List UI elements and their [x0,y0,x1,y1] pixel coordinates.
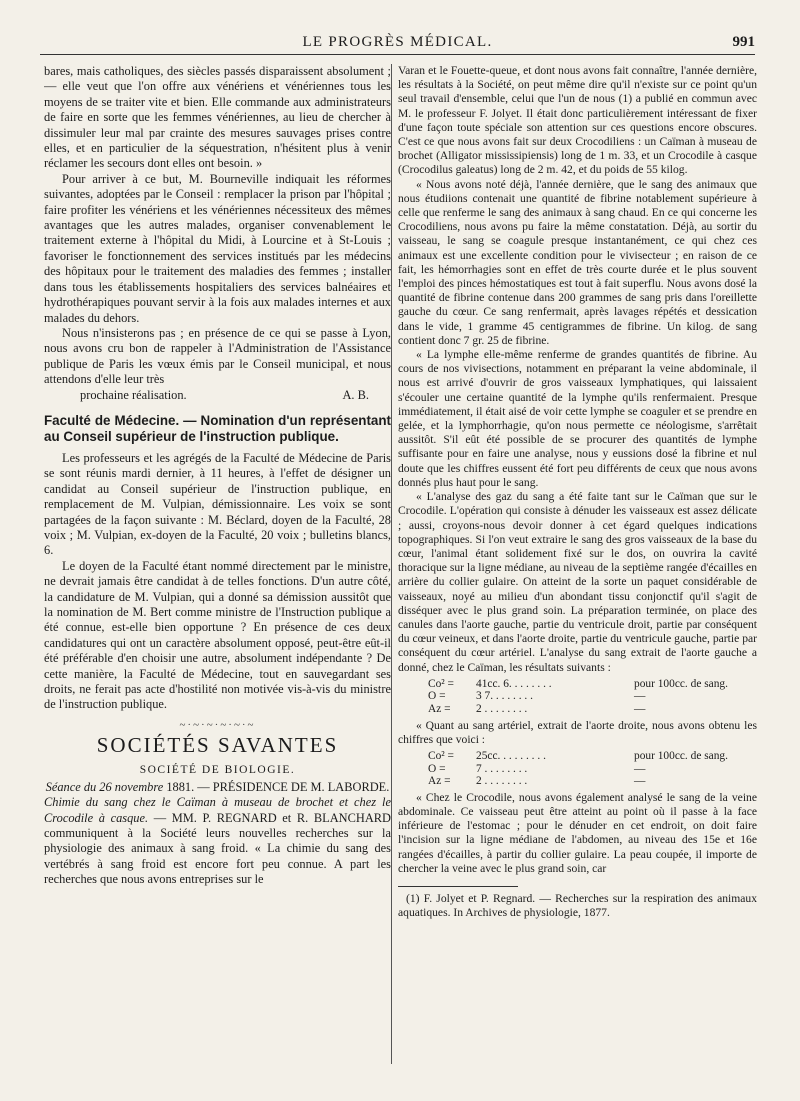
signature-line [44,388,391,403]
table-value: 7 . . . . . . . . [476,762,528,775]
table-row [428,678,757,691]
table-label: O = [428,690,446,703]
society-subtitle: SOCIÉTÉ DE BIOLOGIE. [139,763,296,776]
paragraph: « L'analyse des gaz du sang a été faite tant sur le Caïman que sur le Crocodile. L'opération qui consiste à dénuder les vaisseaux est assez délicate ; aussi, croyons-nous devoir donner à cet égard quelques indications topographiques. Si l'on veut extraire le sang des gros vaisseaux de la base du cœur, l'animal étant solidement fixé sur le dos, on ouvrira la cavité thoracique sur la ligne médiane, au niveau de la septième rangée d'écailles en arrière du collier gulaire. On atteint de la sorte un paquet considérable de vaisseaux, noyé au milieu d'un abondant tissu conjonctif qu'il s'agit de disséquer avec le plus grand soin. La préparation terminée, on place des canules dans l'aorte gauche, partie du ventricule droit, partie par conséquent du cœur veineux, et dans l'aorte droite, partie du ventricule gauche, partie par conséquent du cœur artériel. L'analyse du sang extrait de l'aorte gauche a donné, chez le Caïman, les résultats suivants : [398,490,757,674]
gas-table-arterial [428,750,757,788]
table-label: O = [428,762,446,775]
column-divider [391,64,392,1064]
table-value: 25cc. . . . . . . . . [476,749,546,762]
societies-title: SOCIÉTÉS SAVANTES [96,732,339,757]
table-value: 2 . . . . . . . . [476,702,528,715]
table-label: Az = [428,702,451,715]
ornament-divider: ~·~·~·~·~·~ [179,718,256,731]
table-row [428,775,757,788]
right-column [398,64,757,920]
left-column [44,64,391,888]
paragraph: « Chez le Crocodile, nous avons également analysé le sang de la veine abdominale. Ce vaisseau peut être atteint au point où il passe à la face inférieure de l'estomac ; pour le dénuder en cet endroit, on doit faire l'incision sur la ligne médiane de l'abdomen, au niveau des 15e et 16e rangées d'écailles, à partir du collier gulaire. La peau coupée, il importe de chercher la veine avec le plus grand soin, car [398,790,757,875]
seance-presidence: 1881. — PRÉSIDENCE DE M. LABORDE. [166,779,390,794]
table-label: Az = [428,775,451,788]
header-rule [40,54,755,55]
table-row [428,690,757,703]
paragraph: Pour arriver à ce but, M. Bourneville indiquait les réformes suivantes, adoptées par le Conseil : remplacer la prison par l'hôpital ; faire profiter les vénériens et les vénériennes nécessiteux des mêmes avantages que les autres malades, organiser convenablement le traitement externe à l'hôpital du Midi, à Lourcine et à St-Louis ; favoriser le fonctionnement des services institués par les médecins des hôpitaux pour le traitement des maladies des femmes ; installer dans tous les établissements hospitaliers des services balnéaires et hydrothérapiques pouvant servir à la fois aux malades internes et aux malades du dehors. [44,171,391,325]
signature: A. B. [342,387,369,402]
paragraph: « Quant au sang artériel, extrait de l'aorte droite, nous avons obtenu les chiffres que voici : [398,718,757,746]
footnote-rule [398,886,518,887]
article-title: Chimie du sang chez le Caïman à museau de brochet et chez le Crocodile à casque. [44,795,391,825]
page-number: 991 [732,34,755,50]
table-row [428,750,757,763]
paragraph [44,795,391,887]
table-label: Co² = [428,677,454,690]
gas-table-venous [428,678,757,716]
table-unit: — [634,702,646,715]
table-unit: — [634,762,646,775]
table-value: 41cc. 6. . . . . . . . [476,677,552,690]
section-heading: Faculté de Médecine. — Nomination d'un représentant au Conseil supérieur de l'instruction publique. [44,412,391,444]
paragraph: Le doyen de la Faculté étant nommé directement par le ministre, ne devrait jamais être candidat à de telles fonctions. D'un autre côté, la candidature de M. Vulpian, qui a donné sa démission aussitôt que la nomination de M. Bert comme ministre de l'Instruction publique a été connue, est-elle bien opportune ? En présence de ces deux candidatures qui ont un caractère absolument opposé, peut-être eût-il été préférable d'en choisir une autre, absolument indépendante ? De cette manière, la Faculté de Médecine, tout en sauvegardant ses droits, ne ferait pas acte d'hostilité non motivée vis-à-vis du ministre de l'instruction publique. [44,558,391,712]
signature-lead: prochaine réalisation. [80,387,187,402]
table-unit: pour 100cc. de sang. [634,677,728,690]
table-value: 3 7. . . . . . . . [476,690,533,703]
footnote: (1) F. Jolyet et P. Regnard. — Recherches sur la respiration des animaux aquatiques. In Archives de physiologie, 1877. [398,891,757,920]
table-label: Co² = [428,749,454,762]
table-row [428,703,757,716]
running-title: LE PROGRÈS MÉDICAL. [302,34,493,50]
article-text: — MM. P. REGNARD et R. BLANCHARD communiquent à la Société leurs nouvelles recherches sur la physiologie des animaux à sang froid. « La chimie du sang des vertébrés à sang froid est encore fort peu connue. A part les recherches que nous avons entreprises sur le [44,810,391,887]
table-unit: pour 100cc. de sang. [634,749,728,762]
seance-date: Séance du 26 novembre [45,779,164,794]
table-value: 2 . . . . . . . . [476,775,528,788]
table-unit: — [634,775,646,788]
paragraph: « La lymphe elle-même renferme de grandes quantités de fibrine. Au cours de nos vivisections, notamment en préparant la veine abdominale, il nous est arrivé d'ouvrir de gros vaisseaux lymphatiques, qui laissaient s'écouler une certaine quantité de la lymphe qu'ils renfermaient. Presque immédiatement, il était aisé de voir cette lymphe se coaguler et se prendre en gelée, et la lymphorrhagie, qu'on nous permette ce néologisme, s'arrêtait aussitôt. S'il eût été possible de se procurer des quantités de lymphe suffisante pour en faire une analyse, nous y eussions dosé la fibrine et nul doute que les chiffres eussent été fort peu différents de ceux que nous avons donnés plus haut pour le sang. [398,348,757,489]
page-header [40,34,755,56]
seance-line [44,780,391,795]
paragraph: Les professeurs et les agrégés de la Faculté de Médecine de Paris se sont réunis mardi dernier, à 11 heures, à l'effet de désigner un candidat au Conseil supérieur de l'instruction publique, en remplacement de M. Vulpian, démissionnaire. Les voix se sont partagées de la façon suivante : M. Béclard, doyen de la Faculté, 28 voix ; M. Vulpian, ex-doyen de la Faculté, 20 voix ; bulletins blancs, 6. [44,450,391,558]
table-unit: — [634,690,646,703]
paragraph: Nous n'insisterons pas ; en présence de ce qui se passe à Lyon, nous avons cru bon de rappeler à l'Administration de l'Assistance publique de Paris les vœux émis par le Conseil municipal, et nous attendons d'elle leur très [44,325,391,387]
paragraph: Varan et le Fouette-queue, et dont nous avons fait connaître, l'année dernière, les résultats à la Société, on peut même dire qu'il n'existe sur ce point qu'un seul travail d'ensemble, celui que l'un de nous (1) a publié en commun avec M. le professeur F. Jolyet. Il était donc particulièrement intéressant de fixer d'une façon toute spéciale son attention sur ces questions encore obscures. C'est ce que nous avons fait sur deux Crocodiliens : un Caïman à museau de brochet (Alligator mississipiensis) long de 1 m. 33, et un Crocodile à casque (Crocodilus galeatus) long de 2 m. 42, et du poids de 55 kilog. [398,64,757,177]
paragraph: « Nous avons noté déjà, l'année dernière, que le sang des animaux que nous étudiions contenait une quantité de fibrine notablement supérieure à celle que renferme le sang des animaux à sang chaud. En ce qui concerne les Crocodiliens, nous avons pu faire la même constatation. Déjà, au sortir du vaisseau, le sang se coagule presque instantanément, ce qui chez ces animaux est une excellente condition pour le vivisecteur ; en raison de ce fait, les hémorrhagies sont en effet de très courte durée et le plus souvent l'emploi des pinces hémostatiques est tout à fait superflu. Nous avons dosé la quantité de fibrine contenue dans 200 grammes de sang pris dans l'oreillette gauche du cœur. Ce sang renfermait, après lavages répétés et dessication dans le vide, 1 gramme 45 centigrammes de fibrine. Un kilog. de sang contient donc 7 gr. 25 de fibrine. [398,177,757,347]
table-row [428,763,757,776]
paragraph: bares, mais catholiques, des siècles passés disparaissent absolument ; — elle veut que l'on offre aux vénériens et vénériennes tous les moyens de se traiter vite et bien. Elle commande aux administrateurs de faire en sorte que les femmes vénériennes, au lieu de chercher à dissimuler leur mal par crainte des mesures sauvages prises contre elles, et en particulier de la séquestration, n'hésitent plus à venir réclamer les secours dont elles ont besoin. » [44,64,391,171]
